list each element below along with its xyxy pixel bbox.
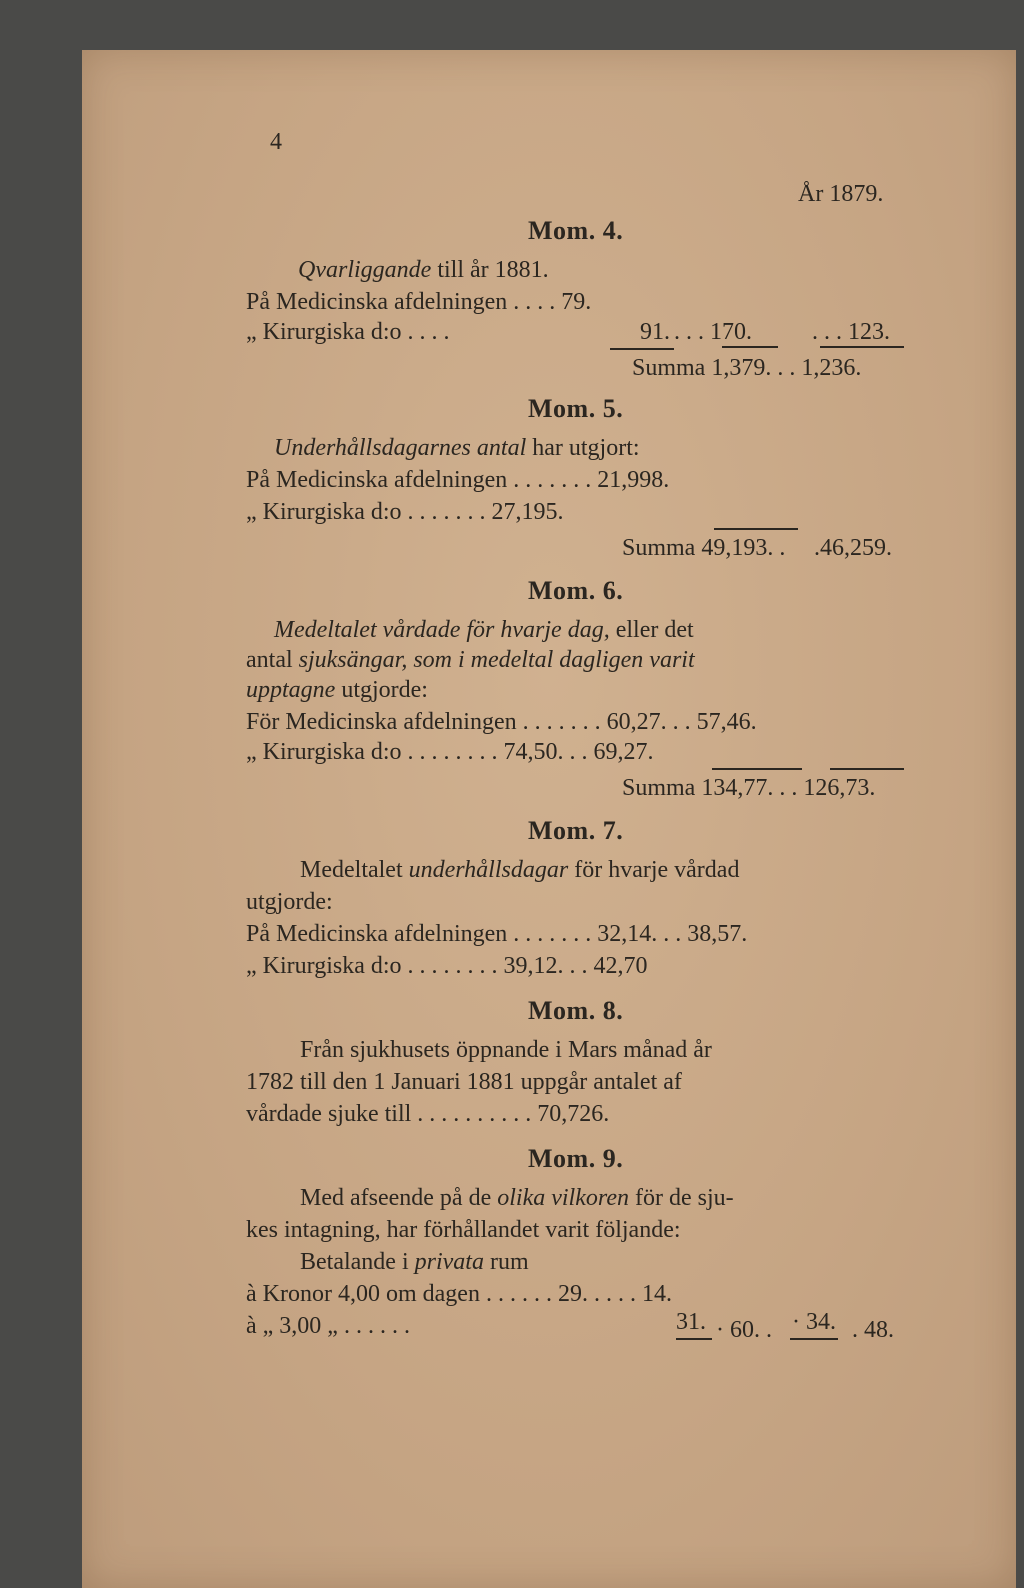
- mom9-line2: kes intagning, har förhållandet varit följande:: [246, 1217, 681, 1243]
- mom7-line2: utgjorde:: [246, 889, 333, 915]
- mom7-line1: [300, 858, 739, 882]
- mom4-row2-prev: . . . 123.: [812, 319, 890, 345]
- mom8-line1: Från sjukhusets öppnande i Mars månad år: [300, 1037, 712, 1063]
- mom9-row2-c: · 60. .: [716, 1317, 772, 1343]
- mom9-line1-a: Med afseende på de: [300, 1185, 492, 1211]
- mom9-rule-a: [676, 1338, 712, 1340]
- mom9-heading: Mom. 9.: [528, 1144, 624, 1173]
- mom5-prev: .46,259.: [814, 535, 892, 561]
- mom6-row1: För Medicinska afdelningen . . . . . . . 60,27. . . 57,46.: [246, 709, 757, 735]
- mom9-line1-rest: för de sju-: [634, 1185, 734, 1211]
- mom8-heading: Mom. 8.: [528, 996, 624, 1025]
- mom6-rule-a: [712, 768, 802, 770]
- mom9-line3-a: Betalande i: [300, 1249, 409, 1275]
- mom6-line3: [246, 678, 428, 702]
- mom5-intro-italic: Underhållsdagarnes antal: [274, 435, 527, 461]
- mom5-intro: [274, 436, 640, 460]
- mom5-intro-rest: har utgjort:: [532, 435, 640, 461]
- mom4-heading: Mom. 4.: [528, 216, 624, 245]
- mom4-row1: På Medicinska afdelningen . . . . 79.: [246, 289, 592, 315]
- mom9-line1-italic: olika vilkoren: [497, 1185, 629, 1211]
- mom9-line3-italic: privata: [414, 1249, 484, 1275]
- mom8-line3: vårdade sjuke till . . . . . . . . . . 70,726.: [246, 1101, 610, 1127]
- mom4-rule-c: [820, 346, 904, 348]
- mom4-row2-label: „ Kirurgiska d:o . . . .: [246, 319, 450, 345]
- mom9-row2-a: à „ 3,00 „ . . . . . .: [246, 1313, 410, 1339]
- mom5-row2: „ Kirurgiska d:o . . . . . . . 27,195.: [246, 499, 564, 525]
- mom5-summa: Summa 49,193. .: [622, 535, 786, 561]
- mom4-row2-total: . . . 170.: [674, 319, 752, 345]
- mom7-line1-rest: för hvarje vårdad: [574, 857, 740, 883]
- mom4-row2-val: 91.: [640, 319, 670, 345]
- mom6-line3-italic: upptagne: [246, 677, 336, 703]
- mom4-intro-italic: Qvarliggande: [298, 257, 432, 283]
- mom5-heading: Mom. 5.: [528, 394, 624, 423]
- mom6-summa: Summa 134,77. . . 126,73.: [622, 775, 876, 801]
- mom9-row1: à Kronor 4,00 om dagen . . . . . . 29. . . . . 14.: [246, 1281, 672, 1307]
- mom5-rule: [714, 528, 798, 530]
- mom6-line1-italic: Medeltalet vårdade för hvarje dag,: [274, 617, 610, 643]
- mom9-row2-e: . 48.: [852, 1317, 894, 1343]
- mom7-line1-italic: underhållsdagar: [408, 857, 569, 883]
- mom7-heading: Mom. 7.: [528, 816, 624, 845]
- mom6-line2-a: antal: [246, 647, 293, 673]
- mom6-row2: „ Kirurgiska d:o . . . . . . . . 74,50. . . 69,27.: [246, 739, 654, 765]
- mom6-rule-b: [830, 768, 904, 770]
- mom8-line2: 1782 till den 1 Januari 1881 uppgår antalet af: [246, 1069, 682, 1095]
- mom9-line3: [300, 1250, 529, 1274]
- mom6-line3-rest: utgjorde:: [341, 677, 428, 703]
- mom4-intro-rest: till år 1881.: [437, 257, 549, 283]
- mom9-rule-b: [790, 1338, 838, 1340]
- page-number: 4: [270, 129, 282, 155]
- mom6-line2-italic: sjuksängar, som i medeltal dagligen varit: [298, 647, 695, 673]
- mom9-row2-d: · 34.: [792, 1309, 836, 1335]
- mom4-rule-a: [610, 348, 674, 350]
- mom9-row2-b: 31.: [676, 1309, 706, 1335]
- mom6-heading: Mom. 6.: [528, 576, 624, 605]
- mom6-line1: [274, 618, 694, 642]
- mom4-summa: Summa 1,379. . . 1,236.: [632, 355, 862, 381]
- year-label: År 1879.: [798, 181, 884, 207]
- mom6-line2: [246, 648, 695, 672]
- mom5-row1: På Medicinska afdelningen . . . . . . . 21,998.: [246, 467, 670, 493]
- mom7-row2: „ Kirurgiska d:o . . . . . . . . 39,12. . . 42,70: [246, 953, 648, 979]
- document-page: [82, 50, 1016, 1588]
- mom9-line1: [300, 1186, 734, 1210]
- mom4-rule-b: [722, 346, 778, 348]
- mom6-line1-rest: eller det: [615, 617, 694, 643]
- mom7-line1-a: Medeltalet: [300, 857, 403, 883]
- mom7-row1: På Medicinska afdelningen . . . . . . . 32,14. . . 38,57.: [246, 921, 748, 947]
- mom9-line3-rest: rum: [489, 1249, 529, 1275]
- mom4-intro: [298, 258, 549, 282]
